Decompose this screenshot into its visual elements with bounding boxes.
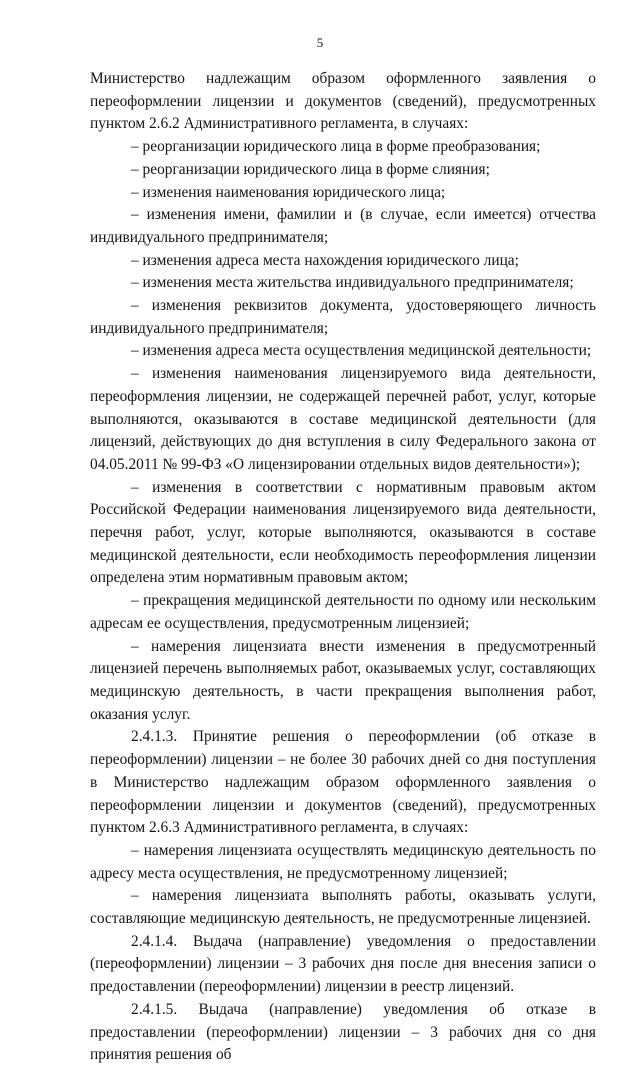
clause-2-4-1-3: 2.4.1.3. Принятие решения о переоформлении (об отказе в переоформлении) лицензии – не более 30 рабочих дней со дня поступления в Министерство надлежащим образом оформленного заявления о переоформлении лицензии и документов (сведений), предусмотренных пунктом 2.6.3 Административного регламента, в случаях: <box>90 728 596 837</box>
list-item: – изменения реквизитов документа, удостоверяющего личность индивидуального предпринимателя; <box>90 297 596 337</box>
list-item: – намерения лицензиата выполнять работы, оказывать услуги, составляющие медицинскую деятельность, не предусмотренные лицензией. <box>90 887 596 928</box>
clause-2-4-1-5: 2.4.1.5. Выдача (направление) уведомления об отказе в предоставлении (переоформлении) лицензии – 3 рабочих дня со дня принятия решения об <box>90 1000 596 1064</box>
list-item: – изменения адреса места нахождения юридического лица; <box>131 251 519 269</box>
list-item: – изменения наименования лицензируемого вида деятельности, переоформления лицензии, не содержащей перечней работ, услуг, которые выполняются, оказываются в составе медицинской деятельности (для лицензий, действующих до дня вступления в силу Федерального закона от 04.05.2011 № 99-ФЗ «О лицензировании отдельных видов деятельности»); <box>90 365 596 473</box>
list-item: – изменения наименования юридического лица; <box>131 183 446 201</box>
list-item: – изменения имени, фамилии и (в случае, если имеется) отчества индивидуального предпринимателя; <box>90 206 596 246</box>
clause-2-4-1-4: 2.4.1.4. Выдача (направление) уведомления о предоставлении (переоформлении) лицензии – 3 рабочих дня после дня внесения записи о предоставлении (переоформлении) лицензии в реестр лицензий. <box>90 932 596 996</box>
list-item: – реорганизации юридического лица в форме слияния; <box>131 160 490 178</box>
list-item: – реорганизации юридического лица в форме преобразования; <box>131 138 541 156</box>
list-item: – изменения в соответствии с нормативным правовым актом Российской Федерации наименования лицензируемого вида деятельности, перечня работ, услуг, которые выполняются, оказываются в составе медицинской деятельности, если необходимость переоформления лицензии определена этим нормативным правовым актом; <box>90 478 596 587</box>
list-item: – изменения места жительства индивидуального предпринимателя; <box>131 274 574 292</box>
paragraph: Министерство надлежащим образом оформленного заявления о переоформлении лицензии и документов (сведений), предусмотренных пунктом 2.6.2 Административного регламента, в случаях: <box>90 70 596 133</box>
page-number: 5 <box>316 35 324 50</box>
list-item: – прекращения медицинской деятельности по одному или нескольким адресам ее осуществления, предусмотренным лицензией; <box>90 592 596 632</box>
document-body <box>90 68 596 1067</box>
list-item: – изменения адреса места осуществления медицинской деятельности; <box>131 342 592 360</box>
list-item: – намерения лицензиата осуществлять медицинскую деятельность по адресу места осуществления, не предусмотренному лицензией; <box>90 841 596 882</box>
list-item: – намерения лицензиата внести изменения в предусмотренный лицензией перечень выполняемых работ, оказываемых услуг, составляющих медицинскую деятельность, в части прекращения выполнения работ, оказания услуг. <box>90 637 596 723</box>
